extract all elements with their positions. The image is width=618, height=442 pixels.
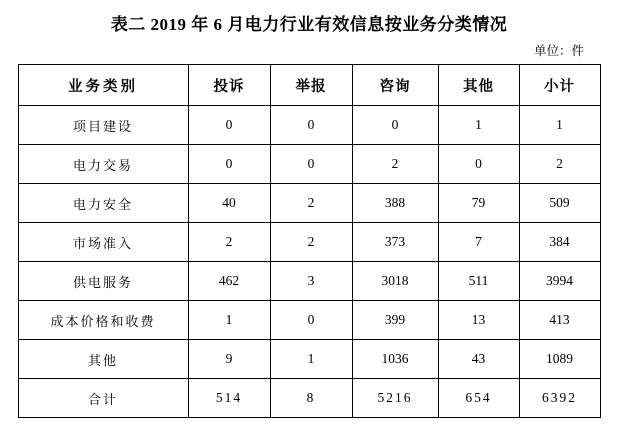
table-header-row (18, 65, 600, 106)
row-category: 电力安全 (18, 184, 188, 223)
cell-inquiry: 1036 (352, 340, 438, 379)
classification-table (18, 64, 601, 418)
unit-note: 单位：件 (533, 44, 584, 58)
cell-other: 1 (438, 106, 519, 145)
cell-subtotal: 384 (519, 223, 600, 262)
row-category: 合计 (18, 379, 188, 418)
table-row-total (18, 379, 600, 418)
column-header-complaint: 投诉 (188, 65, 270, 106)
cell-report: 0 (270, 301, 352, 340)
row-category: 项目建设 (18, 106, 188, 145)
cell-subtotal: 1 (519, 106, 600, 145)
cell-other: 654 (438, 379, 519, 418)
cell-subtotal: 413 (519, 301, 600, 340)
cell-subtotal: 509 (519, 184, 600, 223)
cell-inquiry: 0 (352, 106, 438, 145)
cell-report: 0 (270, 106, 352, 145)
cell-subtotal: 6392 (519, 379, 600, 418)
cell-report: 8 (270, 379, 352, 418)
row-category: 电力交易 (18, 145, 188, 184)
column-header-subtotal: 小计 (519, 65, 600, 106)
table-row (18, 301, 600, 340)
cell-report: 3 (270, 262, 352, 301)
cell-report: 2 (270, 223, 352, 262)
cell-complaint: 40 (188, 184, 270, 223)
cell-other: 0 (438, 145, 519, 184)
cell-other: 13 (438, 301, 519, 340)
table-row (18, 223, 600, 262)
cell-inquiry: 399 (352, 301, 438, 340)
column-header-category: 业务类别 (18, 65, 188, 106)
cell-inquiry: 5216 (352, 379, 438, 418)
row-category: 其他 (18, 340, 188, 379)
cell-report: 2 (270, 184, 352, 223)
cell-complaint: 0 (188, 145, 270, 184)
cell-report: 1 (270, 340, 352, 379)
cell-report: 0 (270, 145, 352, 184)
cell-subtotal: 1089 (519, 340, 600, 379)
table-row (18, 106, 600, 145)
document-page (0, 10, 618, 442)
cell-other: 7 (438, 223, 519, 262)
cell-other: 43 (438, 340, 519, 379)
table-row (18, 262, 600, 301)
cell-complaint: 2 (188, 223, 270, 262)
cell-subtotal: 3994 (519, 262, 600, 301)
table-row (18, 145, 600, 184)
table-body (18, 106, 600, 418)
cell-complaint: 1 (188, 301, 270, 340)
table-row (18, 184, 600, 223)
cell-other: 79 (438, 184, 519, 223)
cell-complaint: 462 (188, 262, 270, 301)
cell-subtotal: 2 (519, 145, 600, 184)
cell-complaint: 9 (188, 340, 270, 379)
cell-inquiry: 3018 (352, 262, 438, 301)
column-header-inquiry: 咨询 (352, 65, 438, 106)
column-header-other: 其他 (438, 65, 519, 106)
table-row (18, 340, 600, 379)
cell-inquiry: 2 (352, 145, 438, 184)
column-header-report: 举报 (270, 65, 352, 106)
cell-other: 511 (438, 262, 519, 301)
page-title: 表二 2019 年 6 月电力行业有效信息按业务分类情况 (110, 15, 508, 34)
row-category: 供电服务 (18, 262, 188, 301)
row-category: 市场准入 (18, 223, 188, 262)
row-category: 成本价格和收费 (18, 301, 188, 340)
table-header (18, 65, 600, 106)
cell-inquiry: 373 (352, 223, 438, 262)
cell-complaint: 0 (188, 106, 270, 145)
cell-inquiry: 388 (352, 184, 438, 223)
cell-complaint: 514 (188, 379, 270, 418)
